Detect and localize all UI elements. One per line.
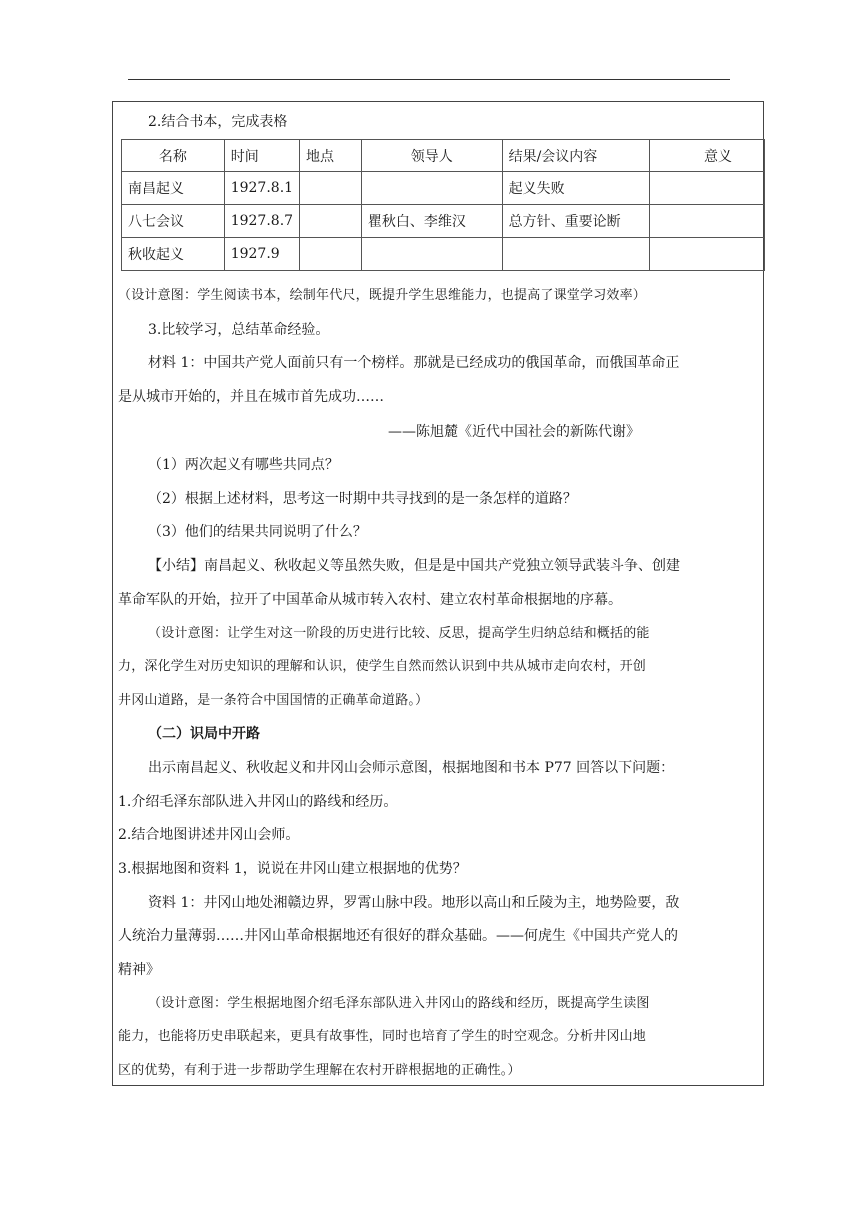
header-time: 时间 <box>224 140 299 172</box>
material-text: 材料 1：中国共产党人面前只有一个榜样。那就是已经成功的俄国革命，而俄国革命正 <box>148 355 680 371</box>
question: （2）根据上述材料，思考这一时期中共寻找到的是一条怎样的道路？ <box>148 491 577 507</box>
design-note: 力，深化学生对历史知识的理解和认识，使学生自然而然认识到中共从城市走向农村，开创 <box>118 659 647 674</box>
table-cell: 秋收起义 <box>122 238 225 271</box>
material-source: ——陈旭麓《近代中国社会的新陈代谢》 <box>388 424 640 440</box>
design-note: （设计意图：学生根据地图介绍毛泽东部队进入井冈山的路线和经历，既提高学生读图 <box>148 996 650 1011</box>
summary-text: 革命军队的开始，拉开了中国革命从城市转入农村、建立农村革命根据地的序幕。 <box>118 592 622 608</box>
design-note: （设计意图：学生阅读书本，绘制年代尺，既提升学生思维能力，也提高了课堂学习效率） <box>118 288 647 303</box>
map-question: 1.介绍毛泽东部队进入井冈山的路线和经历。 <box>118 794 398 810</box>
table-row <box>122 238 765 271</box>
header-place: 地点 <box>300 140 362 172</box>
table-cell: 八七会议 <box>122 205 225 238</box>
design-note: 能力，也能将历史串联起来，更具有故事性，同时也培育了学生的时空观念。分析井冈山地 <box>118 1029 647 1044</box>
map-question: 3.根据地图和资料 1，说说在井冈山建立根据地的优势？ <box>118 861 467 877</box>
task-heading: 3.比较学习，总结革命经验。 <box>148 322 330 338</box>
resource-text: 人统治力量薄弱……井冈山革命根据地还有很好的群众基础。——何虎生《中国共产党人的 <box>118 928 678 944</box>
events-table <box>121 139 765 271</box>
table-cell <box>361 172 502 205</box>
header-name: 名称 <box>122 140 225 172</box>
header-rule <box>128 79 730 80</box>
design-note: 井冈山道路，是一条符合中国国情的正确革命道路。） <box>118 693 429 708</box>
table-cell: 总方针、重要论断 <box>502 205 650 238</box>
table-row <box>122 205 765 238</box>
table-cell <box>361 238 502 271</box>
summary-text: 【小结】南昌起义、秋收起义等虽然失败，但是是中国共产党独立领导武装斗争、创建 <box>148 558 680 574</box>
question: （1）两次起义有哪些共同点？ <box>148 457 339 473</box>
table-cell: 起义失败 <box>502 172 650 205</box>
table-cell <box>650 172 765 205</box>
section-title: （二）识局中开路 <box>148 726 260 742</box>
table-cell: 1927.8.1 <box>224 172 299 205</box>
table-cell <box>650 238 765 271</box>
table-cell: 1927.9 <box>224 238 299 271</box>
table-cell: 瞿秋白、李维汉 <box>361 205 502 238</box>
map-intro: 出示南昌起义、秋收起义和井冈山会师示意图，根据地图和书本 P77 回答以下问题： <box>148 760 675 776</box>
table-row <box>122 172 765 205</box>
question: （3）他们的结果共同说明了什么？ <box>148 524 367 540</box>
header-significance: 意义 <box>650 140 765 172</box>
table-cell <box>300 205 362 238</box>
intro-task: 2.结合书本，完成表格 <box>148 114 288 130</box>
design-note: （设计意图：让学生对这一阶段的历史进行比较、反思，提高学生归纳总结和概括的能 <box>148 626 650 641</box>
table-header-row <box>122 140 765 172</box>
table-cell <box>300 238 362 271</box>
header-leader: 领导人 <box>361 140 502 172</box>
table-cell <box>300 172 362 205</box>
table-cell <box>650 205 765 238</box>
table-cell <box>502 238 650 271</box>
resource-text: 资料 1：井冈山地处湘赣边界，罗霄山脉中段。地形以高山和丘陵为主，地势险要，敌 <box>148 895 680 911</box>
map-question: 2.结合地图讲述井冈山会师。 <box>118 827 300 843</box>
table-cell: 南昌起义 <box>122 172 225 205</box>
resource-text: 精神》 <box>118 962 160 978</box>
table-cell: 1927.8.7 <box>224 205 299 238</box>
material-text: 是从城市开始的，并且在城市首先成功…… <box>118 389 384 405</box>
design-note: 区的优势，有利于进一步帮助学生理解在农村开辟根据地的正确性。） <box>118 1063 521 1078</box>
header-result: 结果/会议内容 <box>502 140 650 172</box>
